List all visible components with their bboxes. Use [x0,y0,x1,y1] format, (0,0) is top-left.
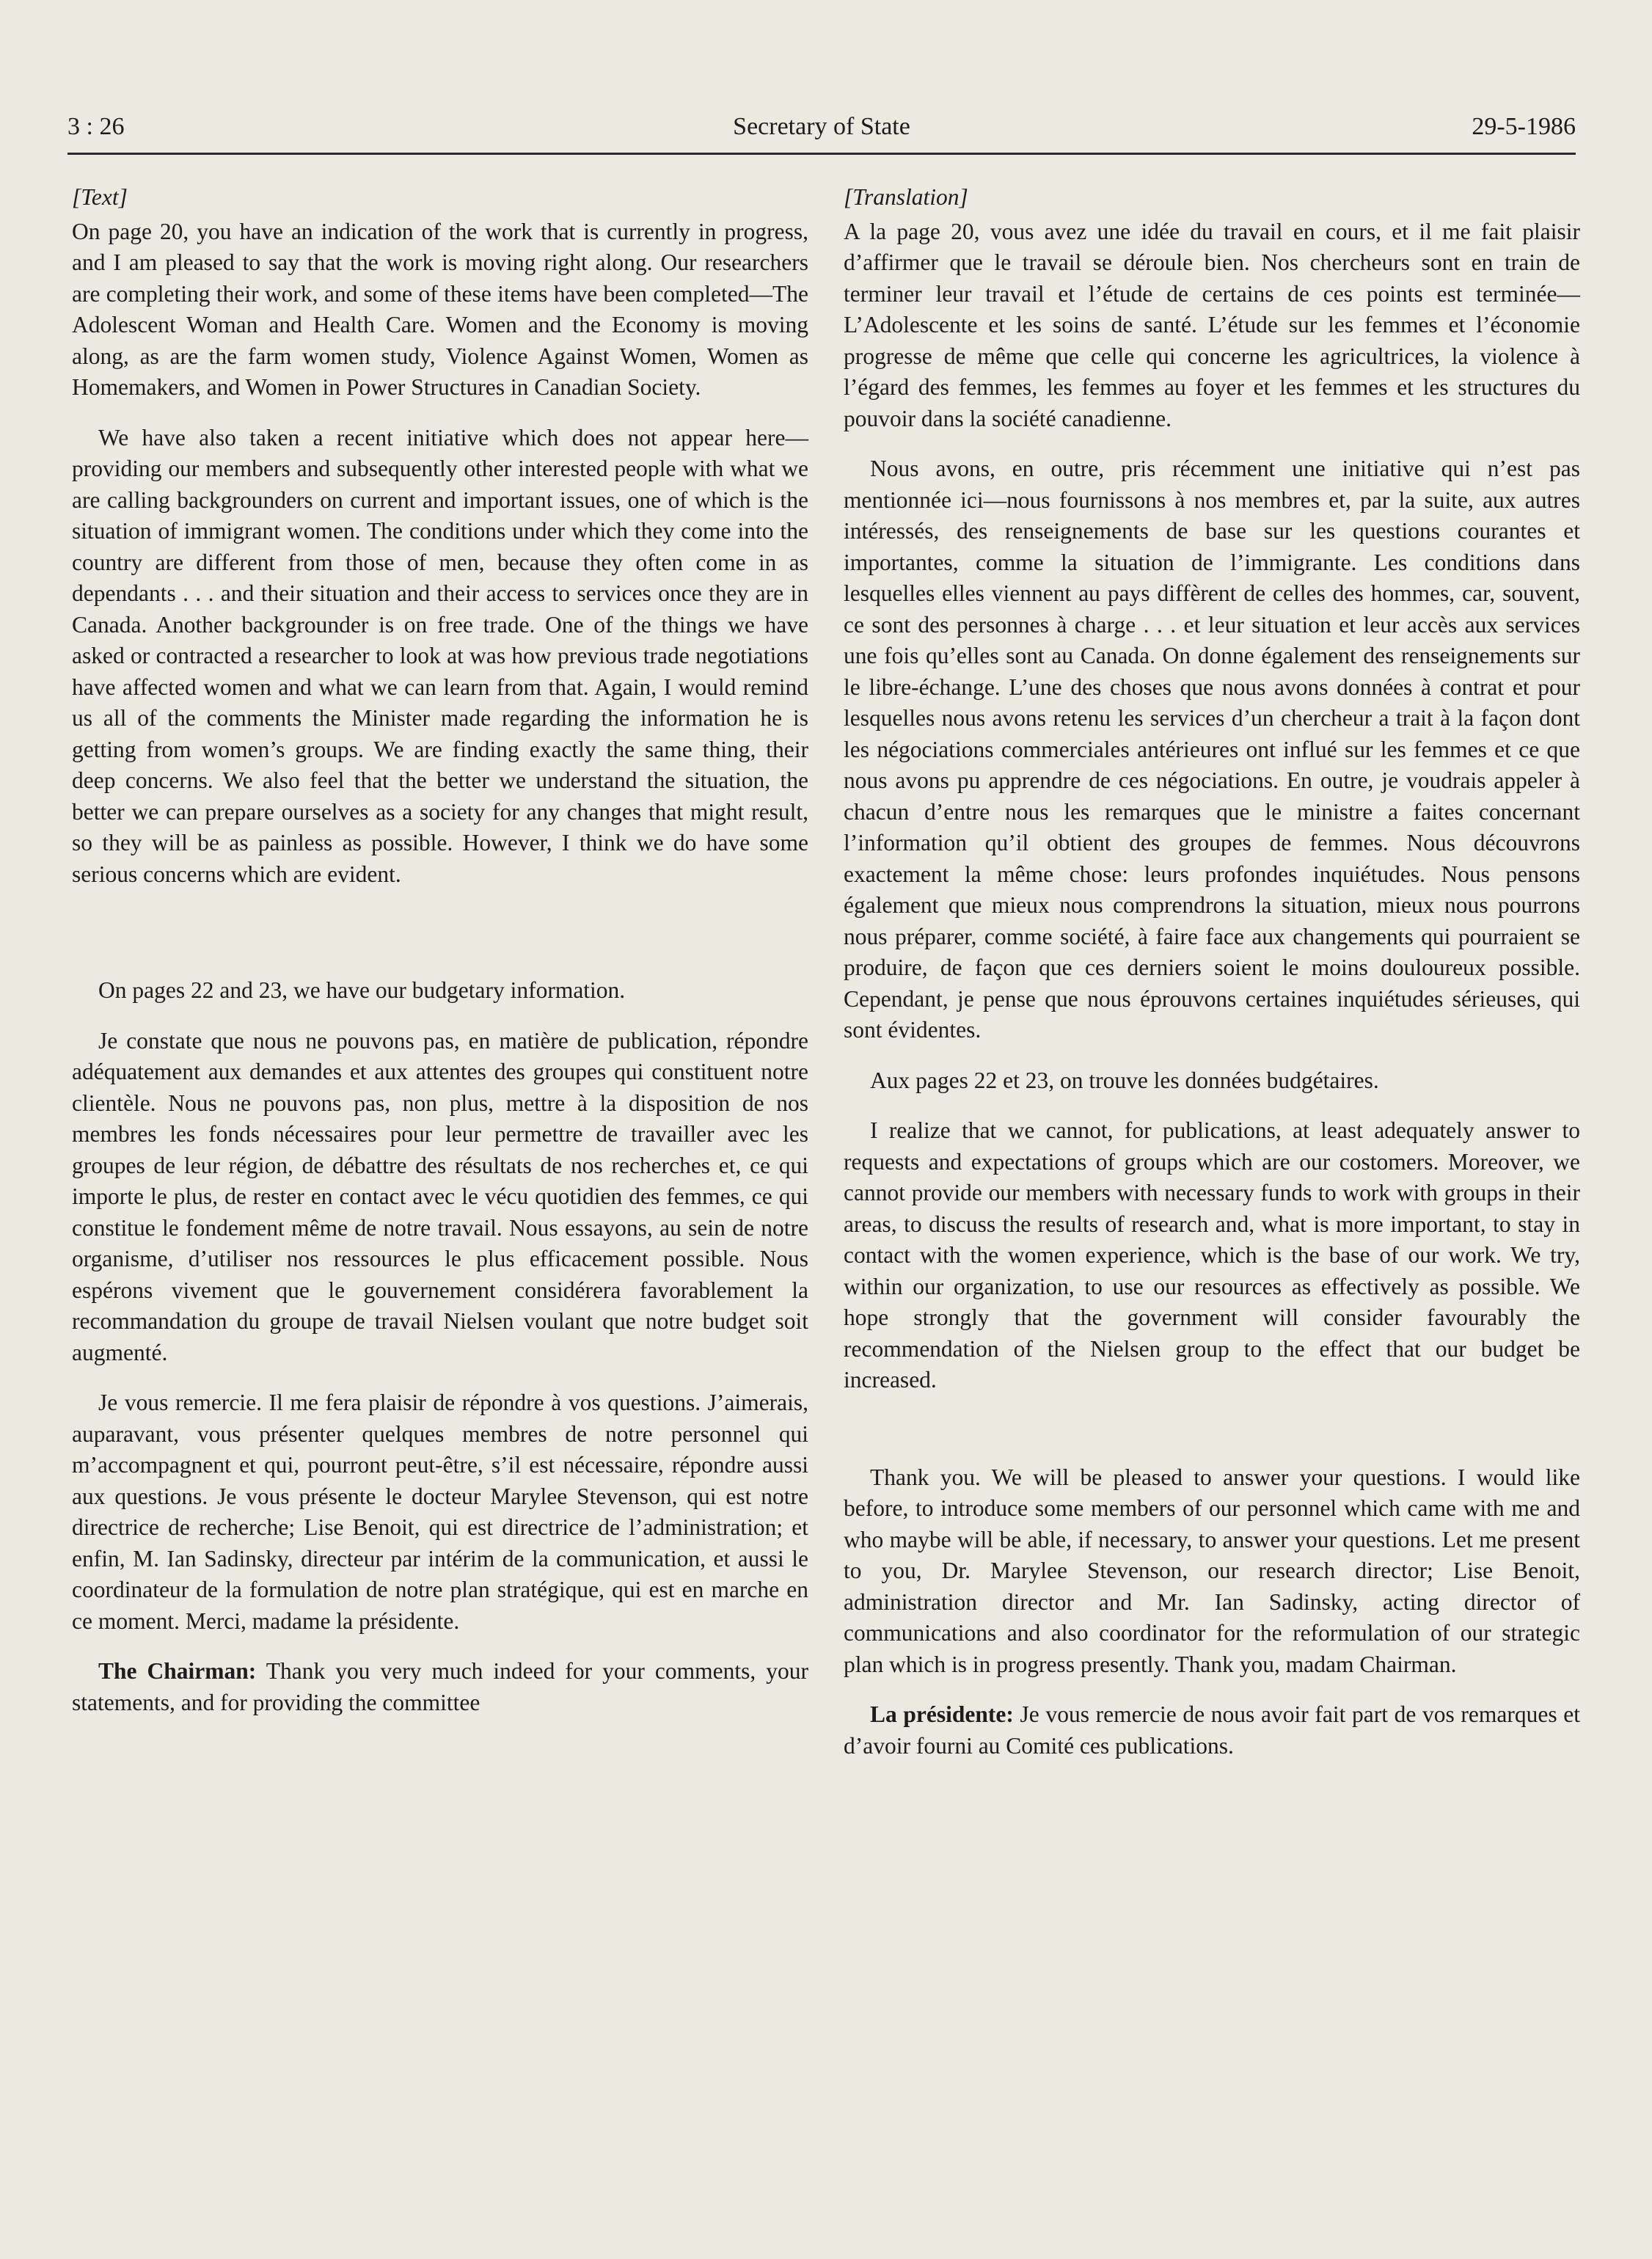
committee-title: Secretary of State [733,113,910,140]
page-number: 3 : 26 [67,113,125,140]
right-paragraph-1: A la page 20, vous avez une idée du travail en cours, et il me fait plaisir d’affirmer que le travail se déroule bien. Nos chercheurs sont en train de terminer leur travail et l’étude de certains de ces points est terminée—L’Adolescente et les soins de santé. L’étude sur les femmes et l’économie progresse de même que celle qui concerne les agricultrices, la violence à l’égard des femmes, les femmes au foyer et les femmes et les structures du pouvoir dans la société canadienne. [844,218,1580,431]
right-column [844,182,1580,1781]
right-paragraph-6 [844,1699,1580,1762]
page-header [67,110,1576,155]
right-paragraph-5: Thank you. We will be pleased to answer your questions. I would like before, to introduce some members of our personnel which came with me and who maybe will be able, if necessary, to answer your questions. Let me present to you, Dr. Marylee Stevenson, our research director; Lise Benoit, administration director and Mr. Ian Sadinsky, acting director of communications and also coordinator for the reformulation of our strategic plan which is in progress presently. Thank you, madam Chairman. [844,1464,1580,1677]
speaker-text: Thank you very much indeed for your comments, your statements, and for providing the committee [72,1658,808,1715]
right-paragraph-4: I realize that we cannot, for publications, at least adequately answer to requests and expectations of groups which are our costomers. Moreover, we cannot provide our members with necessary funds to work with groups in their areas, to discuss the results of research and, what is more important, to stay in contact with the women experience, which is the base of our work. We try, within our organization, to use our resources as effectively as possible. We hope strongly that the government will consider favourably the recommendation of the Nielsen group to the effect that our budget be increased. [844,1117,1580,1393]
column-gap [844,1415,1580,1462]
left-paragraph-6 [72,1656,808,1718]
right-paragraph-3: Aux pages 22 et 23, on trouve les données budgétaires. [870,1067,1379,1093]
translation-tag: [Translation] [844,184,968,210]
column-gap [72,909,808,975]
sitting-date: 29-5-1986 [1472,113,1576,140]
left-paragraph-5: Je vous remercie. Il me fera plaisir de répondre à vos questions. J’aimerais, auparavant, vous présenter quelques membres de notre personnel qui m’accompagnent et qui, pourront peut-être, s’il est nécessaire, répondre aussi aux questions. Je vous présente le docteur Marylee Stevenson, qui est notre directrice de recherche; Lise Benoit, qui est directrice de l’administration; et enfin, M. Ian Sadinsky, directeur par intérim de la communication, et aussi le coordinateur de la formulation de notre plan stratégique, qui est en marche en ce moment. Merci, madame la présidente. [72,1390,808,1634]
speaker-label: La présidente: [870,1701,1014,1727]
left-paragraph-4: Je constate que nous ne pouvons pas, en matière de publication, répondre adéquatement aux demandes et aux attentes des groupes qui constituent notre clientèle. Nous ne pouvons pas, non plus, mettre à la disposition de nos membres les fonds nécessaires pour leur permettre de travailler avec les groupes de leur région, de débattre des résultats de nos recherches et, ce qui importe le plus, de rester en contact avec le vécu quotidien des femmes, ce qui constitue le fondement même de notre travail. Nous essayons, au sein de notre organisme, d’utiliser nos ressources le plus efficacement possible. Nous espérons vivement que le gouvernement considérera favorablement la recommandation du groupe de travail Nielsen voulant que notre budget soit augmenté. [72,1027,808,1365]
text-tag: [Text] [72,184,128,210]
left-paragraph-2: We have also taken a recent initiative which does not appear here—providing our members and subsequently other interested people with what we are calling backgrounders on current and important issues, one of which is the situation of immigrant women. The conditions under which they come into the country are different from those of men, because they often come in as dependants . . . and their situation and their access to services once they are in Canada. Another backgrounder is on free trade. One of the things we have asked or contracted a researcher to look at was how previous trade negotiations have affected women and what we can learn from that. Again, I would remind us all of the comments the Minister made regarding the information he is getting from women’s groups. We are finding exactly the same thing, their deep concerns. We also feel that the better we understand the situation, the better we can prepare ourselves as a society for any changes that might result, so they will be as painless as possible. However, I think we do have some serious concerns which are evident. [72,424,808,887]
left-column [72,182,808,1737]
left-paragraph-1: On page 20, you have an indication of the work that is currently in progress, and I am pleased to say that the work is moving right along. Our researchers are completing their work, and some of these items have been completed—The Adolescent Woman and Health Care. Women and the Economy is moving along, as are the farm women study, Violence Against Women, Women as Homemakers, and Women in Power Structures in Canadian Society. [72,218,808,400]
speaker-label: The Chairman: [98,1658,257,1684]
right-paragraph-2: Nous avons, en outre, pris récemment une initiative qui n’est pas mentionnée ici—nous fournissons à nos membres et, par la suite, aux autres intéressés, des renseignements de base sur les questions courantes et importantes, comme la situation de l’immigrante. Les conditions dans lesquelles elles viennent au pays diffèrent de celles des hommes, car, souvent, ce sont des personnes à charge . . . et leur situation et leur accès aux services une fois qu’elles sont au Canada. On donne également des renseignements sur le libre-échange. L’une des choses que nous avons données à contrat et pour lesquelles nous avons retenu les services d’un chercheur a trait à la façon dont les négociations commerciales antérieures ont influé sur les femmes et ce que nous avons pu apprendre de ces négociations. En outre, je voudrais appeler à chacun d’entre nous les remarques que le ministre a faites concernant l’information qu’il obtient des groupes de femmes. Nous découvrons exactement la même chose: leurs profondes inquiétudes. Nous pensons également que mieux nous comprendrons la situation, mieux nous pourrons nous préparer, comme société, à faire face aux changements qui pourraient se produire, de façon que ces derniers soient le moins douloureux possible. Cependant, je pense que nous éprouvons certaines inquiétudes sérieuses, qui sont évidentes. [844,456,1580,1043]
left-paragraph-3: On pages 22 and 23, we have our budgetary information. [98,977,626,1003]
speaker-text: Je vous remercie de nous avoir fait part de vos remarques et d’avoir fourni au Comité ces publications. [844,1701,1580,1759]
